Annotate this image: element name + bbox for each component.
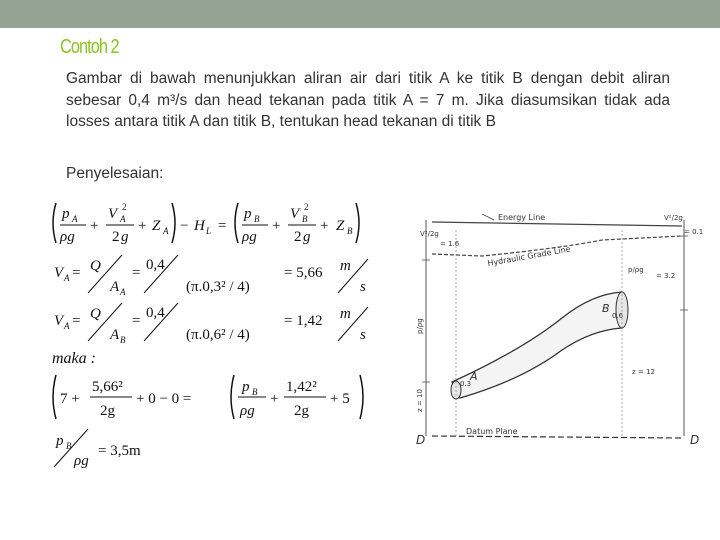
svg-text:Z: Z: [152, 218, 161, 234]
svg-text:0,4: 0,4: [146, 257, 165, 273]
svg-text:B: B: [254, 214, 260, 224]
svg-text:2g: 2g: [100, 403, 115, 419]
energy-line-label: Energy Line: [498, 213, 546, 222]
svg-text:p: p: [62, 206, 70, 222]
vb2-value: = 0.1: [684, 228, 704, 236]
svg-text:A: A: [163, 226, 169, 236]
point-b-label: B: [602, 302, 610, 315]
svg-text:=: =: [218, 218, 227, 234]
svg-text:2: 2: [304, 202, 309, 212]
svg-text:0,4: 0,4: [146, 305, 165, 321]
svg-text:A: A: [64, 321, 70, 331]
svg-text:+: +: [272, 218, 281, 234]
result-equation: [54, 429, 141, 469]
svg-text:=: =: [72, 313, 81, 329]
svg-text:1,42²: 1,42²: [286, 379, 317, 395]
svg-text:s: s: [360, 327, 366, 343]
svg-text:A: A: [64, 273, 70, 283]
svg-text:+: +: [90, 218, 99, 234]
datum-label: Datum Plane: [466, 427, 518, 436]
svg-text:g: g: [121, 229, 129, 245]
svg-text:s: s: [360, 279, 366, 295]
vb2-label: V²/2g: [664, 214, 683, 222]
datum-right-label: D: [690, 433, 700, 447]
svg-text:ρg: ρg: [242, 229, 257, 245]
point-a-label: A: [470, 370, 478, 383]
svg-text:7 +: 7 +: [60, 391, 80, 407]
svg-text:V: V: [108, 206, 118, 222]
maka-label: maka :: [52, 350, 96, 367]
svg-text:2: 2: [122, 202, 127, 212]
velocity-a-equation: [54, 255, 368, 297]
velocity-b-equation: [54, 303, 368, 345]
svg-text:m: m: [340, 306, 351, 322]
svg-text:+: +: [270, 391, 279, 407]
pa-label: p/ρg: [416, 318, 424, 334]
substituted-equation: [53, 375, 363, 419]
slide-title: Contoh 2: [60, 36, 119, 58]
pipe-flow-figure: [412, 200, 710, 462]
svg-text:(π.0,6² / 4): (π.0,6² / 4): [186, 327, 250, 343]
svg-text:Q: Q: [90, 258, 101, 274]
svg-text:p: p: [244, 206, 252, 222]
svg-text:2g: 2g: [294, 403, 309, 419]
svg-text:2: 2: [294, 229, 302, 245]
svg-text:A: A: [120, 287, 126, 297]
svg-text:(π.0,3² / 4): (π.0,3² / 4): [186, 279, 250, 295]
svg-text:B: B: [347, 226, 353, 236]
energy-line: [432, 222, 682, 226]
problem-statement: Gambar di bawah menunjukkan aliran air dari titik A ke titik B dengan debit aliran sebesar 0,4 m³/s dan head tekanan pada titik A = 7 m. Jika diasumsikan tidak ada losses antara titik A dan titik B, tentukan head tekanan di titik B: [66, 70, 670, 130]
svg-text:B: B: [252, 387, 258, 397]
svg-text:=: =: [132, 313, 141, 329]
svg-text:Z: Z: [336, 218, 345, 234]
svg-text:ρg: ρg: [60, 229, 75, 245]
svg-text:B: B: [302, 214, 308, 224]
svg-text:V: V: [54, 313, 64, 329]
svg-text:+ 5: + 5: [330, 391, 350, 407]
datum-left-label: D: [416, 433, 426, 447]
svg-text:A: A: [120, 214, 126, 224]
svg-text:V: V: [54, 265, 64, 281]
svg-text:+ 0 − 0 =: + 0 − 0 =: [136, 391, 192, 407]
za-label: z = 10: [416, 389, 424, 412]
svg-text:= 1,42: = 1,42: [284, 313, 323, 329]
va2-label: V²/2g: [420, 230, 439, 238]
diameter-b-label: 0.6: [612, 312, 624, 320]
datum-plane-line: [432, 436, 682, 438]
svg-text:+: +: [138, 218, 147, 234]
solution-label: Penyelesaian:: [66, 165, 164, 182]
diameter-a-label: 0.3: [460, 380, 472, 388]
svg-text:p: p: [242, 379, 250, 395]
top-banner: [0, 0, 720, 28]
svg-text:=: =: [132, 265, 141, 281]
svg-text:2: 2: [112, 229, 120, 245]
svg-text:p: p: [56, 433, 64, 449]
svg-text:Q: Q: [90, 306, 101, 322]
pb-value: = 3.2: [656, 272, 676, 280]
svg-text:V: V: [290, 206, 300, 222]
svg-text:=: =: [72, 265, 81, 281]
solution-equations: [48, 195, 408, 475]
svg-text:5,66²: 5,66²: [92, 379, 123, 395]
svg-text:B: B: [66, 441, 72, 451]
svg-text:= 5,66: = 5,66: [284, 265, 323, 281]
svg-text:A: A: [110, 279, 120, 295]
svg-text:ρg: ρg: [74, 453, 89, 469]
svg-text:g: g: [303, 229, 311, 245]
va2-value: = 1.6: [440, 240, 460, 248]
svg-text:m: m: [340, 258, 351, 274]
bernoulli-equation: [53, 202, 359, 245]
svg-text:A: A: [72, 214, 78, 224]
svg-text:+: +: [320, 218, 329, 234]
zb-label: z = 12: [632, 368, 655, 376]
svg-text:B: B: [120, 335, 126, 345]
svg-text:= 3,5m: = 3,5m: [98, 443, 141, 459]
svg-text:A: A: [110, 327, 120, 343]
svg-text:ρg: ρg: [240, 403, 255, 419]
hgl-label: Hydraulic Grade Line: [486, 244, 572, 268]
svg-text:H: H: [194, 218, 205, 234]
svg-text:L: L: [206, 226, 212, 236]
pb-label: p/ρg: [628, 266, 644, 274]
svg-text:−: −: [180, 218, 189, 234]
